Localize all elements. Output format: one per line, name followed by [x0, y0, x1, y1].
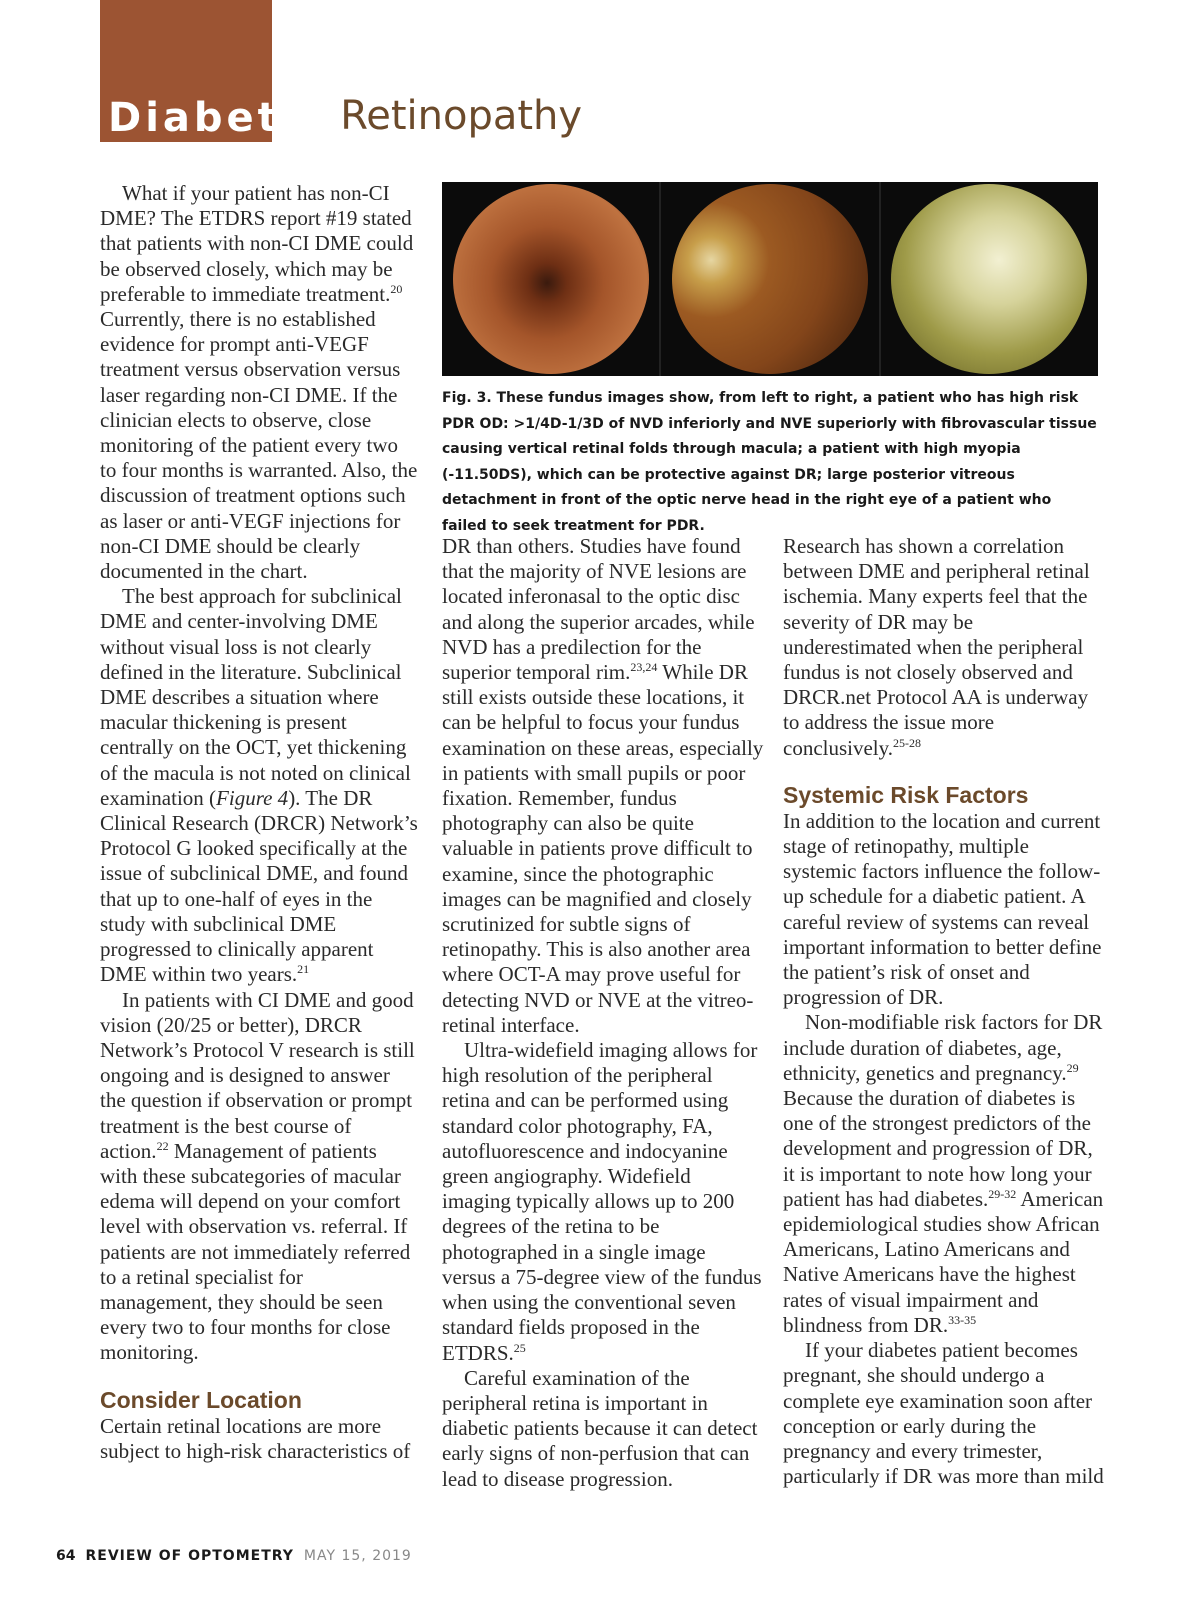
- fundus-image-1: [442, 182, 661, 376]
- section-title-bold: Diabetic: [108, 95, 327, 141]
- paragraph: Non-modifiable risk factors for DR include duration of diabetes, age, ethnicity, genetics and pregnancy.$^{29}$ Because the duration of diabetes is one of the strongest predictors of the development and progression of DR, it is important to note how long your patient has had diabetes.$^{29-32}$ American epidemiological studies show African Americans, Latino Americans and Native Americans have the highest rates of visual impairment and blindness from DR.$^{33-35}$: [783, 1010, 1104, 1337]
- paragraph: The best approach for subclinical DME and center-involving DME without visual loss is not clearly defined in the literature. Subclinical DME describes a situation where macular thickening is present centrally on the OCT, yet thickening of the macula is not noted on clinical examination (Figure 4). The DR Clinical Research (DRCR) Network’s Protocol G looked specifically at the issue of subclinical DME, and found that up to one-half of eyes in the study with subclinical DME progressed to clinically apparent DME within two years.$^{21}$: [100, 584, 418, 987]
- paragraph: In patients with CI DME and good vision (20/25 or better), DRCR Network’s Protocol V research is still ongoing and is designed to answer the question if observation or prompt treatment is the best course of action.$^{22}$ Management of patients with these subcategories of macular edema will depend on your comfort level with observation vs. referral. If patients are not immediately referred to a retinal specialist for management, they should be seen every two to four months for close monitoring.: [100, 987, 415, 1365]
- column-2: [442, 534, 764, 1492]
- page-number: 64: [56, 1548, 76, 1564]
- column-3: [783, 534, 1105, 1489]
- fundus-figure: [442, 182, 1098, 376]
- magazine-name: REVIEW OF OPTOMETRY: [85, 1548, 294, 1564]
- subheading-systemic-risk-factors: Systemic Risk Factors: [783, 781, 1029, 808]
- paragraph: Ultra-widefield imaging allows for high resolution of the peripheral retina and can be performed using standard color photography, FA, autofluorescence and indocyanine green angiography. Widefield imaging typically allows up to 200 degrees of the retina to be photographed in a single image versus a 75-degree view of the fundus when using the conventional seven standard fields proposed in the ETDRS.$^{25}$: [442, 1038, 762, 1365]
- fundus-image-2: [661, 182, 880, 376]
- fundus-image-3: [881, 182, 1098, 376]
- paragraph: If your diabetes patient becomes pregnant, she should undergo a complete eye examination soon after conception or early during the pregnancy and every trimester, particularly if DR was more than mild: [783, 1338, 1104, 1489]
- subheading-consider-location: Consider Location: [100, 1386, 302, 1413]
- paragraph: DR than others. Studies have found that the majority of NVE lesions are located inferonasal to the optic disc and along the superior arcades, while NVD has a predilection for the superior temporal rim.$^{23,24}$ While DR still exists outside these locations, it can be helpful to focus your fundus examination on these areas, especially in patients with small pupils or poor fixation. Remember, fundus photography can also be quite valuable in patients prove difficult to examine, since the photographic images can be magnified and closely scrutinized for subtle signs of retinopathy. This is also another area where OCT-A may prove useful for detecting NVD or NVE at the vitreo-retinal interface.: [442, 534, 764, 1037]
- page-footer: [56, 1548, 412, 1564]
- column-1: [100, 181, 418, 1464]
- figure-caption: Fig. 3. These fundus images show, from left to right, a patient who has high risk PDR OD: >1/4D-1/3D of NVD inferiorly and NVE superiorly with fibrovascular tissue causing vertical retinal folds through macula; a patient with high myopia (-11.50DS), which can be protective against DR; large posterior vitreous detachment in front of the optic nerve head in the right eye of a patient who failed to seek treatment for PDR.: [442, 390, 1097, 534]
- section-title-rest: Retinopathy: [340, 93, 583, 139]
- paragraph: In addition to the location and current stage of retinopathy, multiple systemic factors influence the follow-up schedule for a diabetic patient. A careful review of systems can reveal important information to better define the patient’s risk of onset and progression of DR.: [783, 808, 1102, 1010]
- section-title: [100, 92, 582, 142]
- paragraph: Careful examination of the peripheral retina is important in diabetic patients because it can detect early signs of non-perfusion that can lead to disease progression.: [442, 1365, 758, 1491]
- paragraph: What if your patient has non-CI DME? The ETDRS report #19 stated that patients with non-CI DME could be observed closely, which may be preferable to immediate treatment.$^{20}$ Currently, there is no established evidence for prompt anti-VEGF treatment versus observation versus laser regarding non-CI DME. If the clinician elects to observe, close monitoring of the patient every two to four months is warranted. Also, the discussion of treatment options such as laser or anti-VEGF injections for non-CI DME should be clearly documented in the chart.: [100, 181, 418, 584]
- paragraph: Research has shown a correlation between DME and peripheral retinal ischemia. Many experts feel that the severity of DR may be underestimated when the peripheral fundus is not closely observed and DRCR.net Protocol AA is underway to address the issue more conclusively.$^{25-28}$: [783, 534, 1090, 760]
- paragraph: Certain retinal locations are more subject to high-risk characteristics of: [100, 1413, 411, 1463]
- issue-date: MAY 15, 2019: [303, 1548, 412, 1564]
